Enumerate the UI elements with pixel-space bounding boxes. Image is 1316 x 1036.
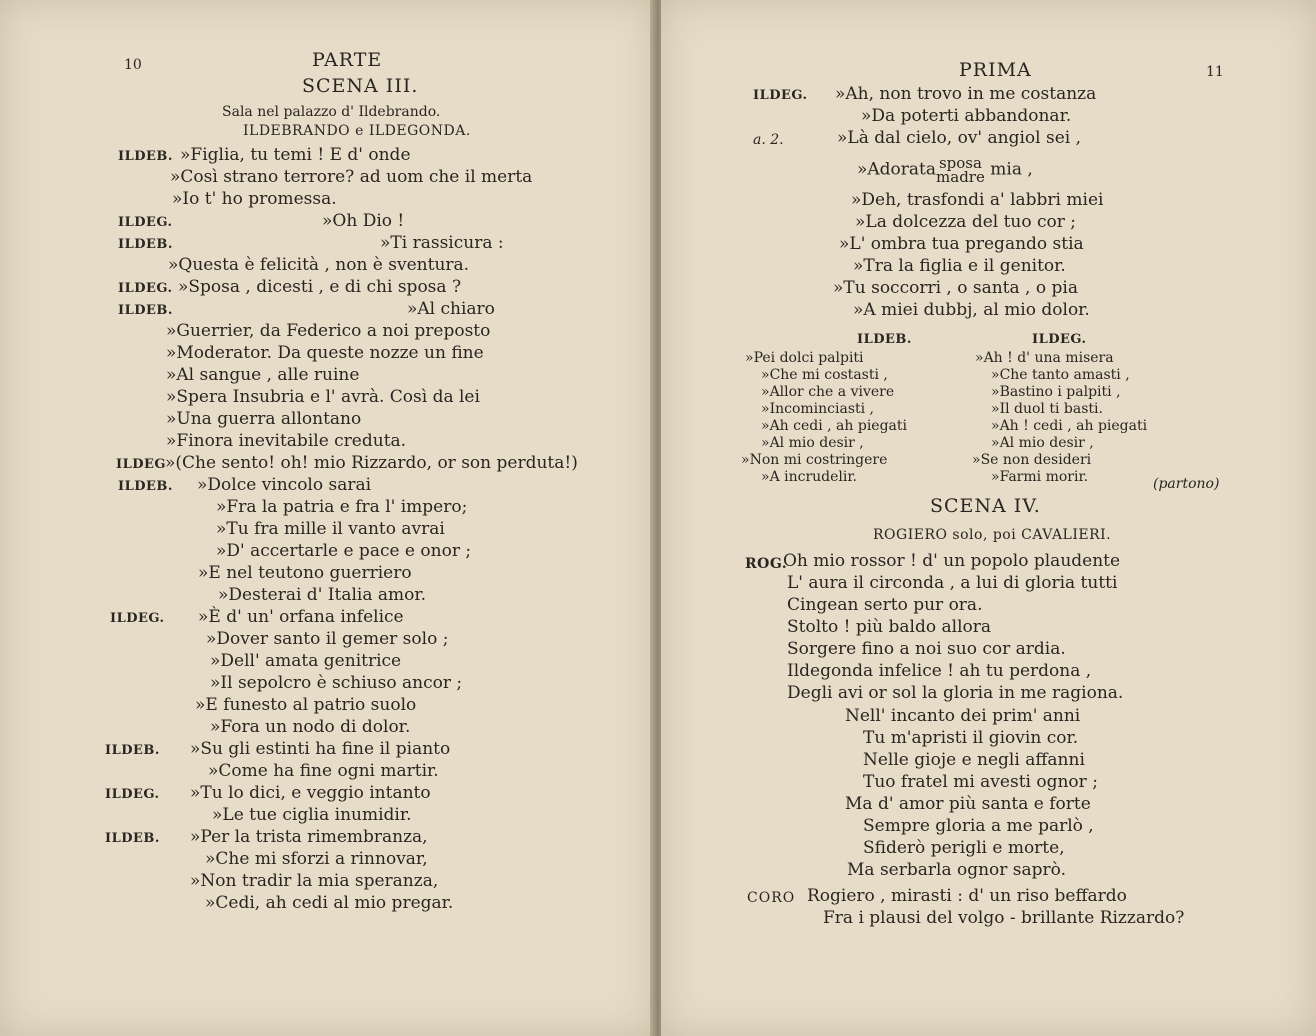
verse-line: »Come ha fine ogni martir. <box>208 761 439 781</box>
verse-line: »E nel teutono guerriero <box>198 563 412 583</box>
speaker-label: ILDEB. <box>118 479 173 494</box>
verse-line: »L' ombra tua pregando stia <box>839 234 1084 254</box>
verse-line: »Guerrier, da Federico a noi preposto <box>166 321 491 341</box>
verse-line: »Spera Insubria e l' avrà. Così da lei <box>166 387 480 407</box>
duet-line-ildeg: »Il duol ti basti. <box>991 401 1103 417</box>
verse-line: »La dolcezza del tuo cor ; <box>855 212 1077 232</box>
verse-line: »Ah, non trovo in me costanza <box>835 84 1097 104</box>
verse-line: »Tu fra mille il vanto avrai <box>216 519 445 539</box>
duet-line-ildeb: »Allor che a vivere <box>761 384 895 400</box>
verse-line: »Cedi, ah cedi al mio pregar. <box>205 893 454 913</box>
verse-line: »Non tradir la mia speranza, <box>190 871 439 891</box>
verse-line: Rogiero , mirasti : d' un riso beffardo <box>807 886 1127 906</box>
verse-line: »Moderator. Da queste nozze un fine <box>166 343 484 363</box>
running-head: PARTE <box>312 49 383 71</box>
verse-line: Ma serbarla ognor saprò. <box>847 860 1067 880</box>
running-head: PRIMA <box>959 59 1032 81</box>
scene-title: SCENA III. <box>302 75 419 97</box>
speaker-label: ILDEG <box>116 457 167 472</box>
verse-line: »Fora un nodo di dolor. <box>210 717 411 737</box>
verse-line: »Deh, trasfondi a' labbri miei <box>851 190 1104 210</box>
duet-line-ildeg: »Ah ! cedi , ah piegati <box>991 418 1148 434</box>
verse-line: »Io t' ho promessa. <box>172 189 337 209</box>
verse-line: Nell' incanto dei prim' anni <box>845 706 1081 726</box>
duet-line-ildeg: »Farmi morir. <box>991 469 1089 485</box>
duet-line-ildeb: »Ah cedi , ah piegati <box>761 418 908 434</box>
variant-top: sposa <box>938 154 982 172</box>
verse-line: »Da poterti abbandonar. <box>861 106 1072 126</box>
verse-line: Fra i plausi del volgo - brillante Rizzardo? <box>823 908 1185 928</box>
verse-line: »A miei dubbj, al mio dolor. <box>853 300 1090 320</box>
variant-bottom: madre <box>936 168 985 186</box>
verse-line: »Oh Dio ! <box>322 211 405 231</box>
verse-line: L' aura il circonda , a lui di gloria tutti <box>787 573 1118 593</box>
verse-line: »(Che sento! oh! mio Rizzardo, or son perduta!) <box>165 453 578 473</box>
variant-stack <box>936 156 985 184</box>
page-number: 10 <box>124 57 142 73</box>
verse-line: »Dolce vincolo sarai <box>197 475 372 495</box>
duet-line-ildeg: »Se non desideri <box>972 452 1092 468</box>
speaker-label: a. 2. <box>753 132 784 148</box>
speaker-label: ILDEG. <box>105 787 160 802</box>
duet-head-ildeg: ILDEG. <box>1032 332 1087 347</box>
duet-line-ildeg: »Al mio desir , <box>991 435 1094 451</box>
scene-setting: Sala nel palazzo d' Ildebrando. <box>222 104 441 120</box>
verse-line: »Dover santo il gemer solo ; <box>206 629 449 649</box>
scene-title: SCENA IV. <box>930 495 1041 517</box>
verse-line: »Questa è felicità , non è sventura. <box>168 255 470 275</box>
verse-line: »Fra la patria e fra l' impero; <box>216 497 468 517</box>
speaker-label: ILDEB. <box>105 743 160 758</box>
verse-line: Sfiderò perigli e morte, <box>863 838 1065 858</box>
verse-line: Oh mio rossor ! d' un popolo plaudente <box>783 551 1121 571</box>
duet-line-ildeg: »Ah ! d' una misera <box>975 350 1114 366</box>
verse-line: »Che mi sforzi a rinnovar, <box>205 849 428 869</box>
speaker-label: ILDEG. <box>110 611 165 626</box>
verse-line: Tu m'apristi il giovin cor. <box>863 728 1079 748</box>
page-number: 11 <box>1206 64 1224 80</box>
verse-line: Stolto ! più baldo allora <box>787 617 992 637</box>
verse-line: »Desterai d' Italia amor. <box>218 585 427 605</box>
verse-line: »D' accertarle e pace e onor ; <box>216 541 472 561</box>
speaker-coro: CORO <box>747 890 796 906</box>
left-page <box>0 0 655 1036</box>
duet-line-ildeb: »Che mi costasti , <box>761 367 888 383</box>
verse-line: »Al sangue , alle ruine <box>166 365 360 385</box>
verse-line: »Su gli estinti ha fine il pianto <box>190 739 451 759</box>
speaker-label: ILDEG. <box>118 215 173 230</box>
speaker-label: ILDEB. <box>105 831 160 846</box>
verse-line: Ildegonda infelice ! ah tu perdona , <box>787 661 1092 681</box>
duet-line-ildeg: »Che tanto amasti , <box>991 367 1130 383</box>
verse-line: Nelle gioje e negli affanni <box>863 750 1085 770</box>
speaker-label: ILDEB. <box>118 303 173 318</box>
speaker-label: ILDEG. <box>118 281 173 296</box>
scene-characters: ILDEBRANDO e ILDEGONDA. <box>243 123 471 139</box>
duet-line-ildeb: »Non mi costringere <box>741 452 888 468</box>
verse-line: »Tu soccorri , o santa , o pia <box>833 278 1078 298</box>
verse-line: Degli avi or sol la gloria in me ragiona. <box>787 683 1124 703</box>
verse-line: »Tu lo dici, e veggio intanto <box>190 783 431 803</box>
verse-line: »Il sepolcro è schiuso ancor ; <box>210 673 463 693</box>
speaker-label: ILDEG. <box>753 88 808 103</box>
adorata-line <box>857 156 1033 184</box>
verse-line: »Finora inevitabile creduta. <box>166 431 407 451</box>
verse-line: »Sposa , dicesti , e di chi sposa ? <box>178 277 462 297</box>
verse-line: Tuo fratel mi avesti ognor ; <box>863 772 1098 792</box>
scene-characters: ROGIERO solo, poi CAVALIERI. <box>873 527 1112 543</box>
speaker-rog: ROG. <box>745 556 788 572</box>
verse-line: Cingean serto pur ora. <box>787 595 983 615</box>
verse-line: »Figlia, tu temi ! E d' onde <box>180 145 411 165</box>
duet-line-ildeg: »Bastino i palpiti , <box>991 384 1121 400</box>
adorata-pre: »Adorata <box>857 159 937 180</box>
verse-line: Sorgere fino a noi suo cor ardia. <box>787 639 1066 659</box>
verse-line: »E funesto al patrio suolo <box>195 695 417 715</box>
verse-line: Ma d' amor più santa e forte <box>845 794 1091 814</box>
verse-line: »È d' un' orfana infelice <box>198 607 404 627</box>
duet-line-ildeb: »Al mio desir , <box>761 435 864 451</box>
duet-head-ildeb: ILDEB. <box>857 332 912 347</box>
duet-line-ildeb: »Pei dolci palpiti <box>745 350 864 366</box>
verse-line: »Ti rassicura : <box>380 233 504 253</box>
verse-line: »Per la trista rimembranza, <box>190 827 428 847</box>
stage-direction: (partono) <box>1153 476 1220 492</box>
verse-line: »Così strano terrore? ad uom che il merta <box>170 167 533 187</box>
verse-line: »Dell' amata genitrice <box>210 651 402 671</box>
right-page <box>661 0 1316 1036</box>
verse-line: »Tra la figlia e il genitor. <box>853 256 1066 276</box>
verse-line: »Le tue ciglia inumidir. <box>212 805 412 825</box>
adorata-post: mia , <box>990 159 1033 180</box>
verse-line: »Al chiaro <box>407 299 495 319</box>
verse-line: Sempre gloria a me parlò , <box>863 816 1094 836</box>
speaker-label: ILDEB. <box>118 237 173 252</box>
duet-line-ildeb: »A incrudelir. <box>761 469 857 485</box>
duet-line-ildeb: »Incominciasti , <box>761 401 875 417</box>
speaker-label: ILDEB. <box>118 149 173 164</box>
verse-line: »Una guerra allontano <box>166 409 362 429</box>
verse-line: »Là dal cielo, ov' angiol sei , <box>837 128 1082 148</box>
